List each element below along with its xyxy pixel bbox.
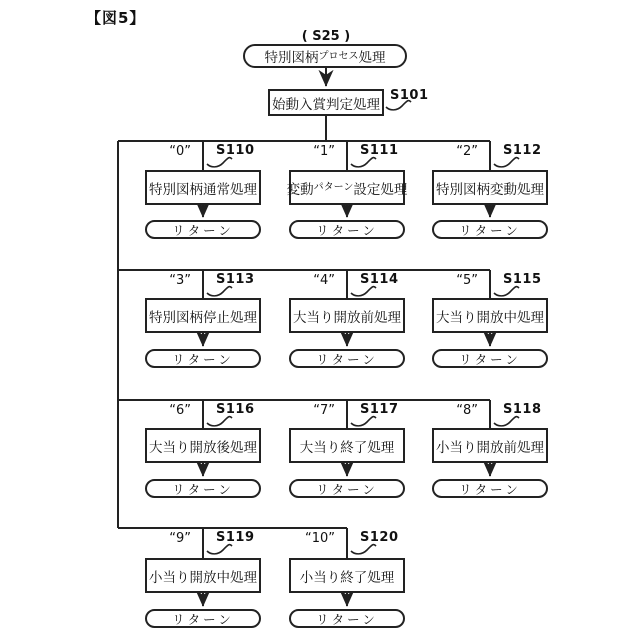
return-label: リターン (172, 222, 234, 238)
step-label-s101: S101 (390, 88, 429, 103)
return-terminal-s113 (145, 349, 261, 368)
branch-value-s117: “7” (313, 403, 335, 418)
process-box-s115-label: 大当り開放中処理 (436, 309, 544, 326)
return-label: リターン (172, 611, 234, 627)
process-box-s119-label: 小当り開放中処理 (149, 569, 257, 586)
step-label-s116: S116 (216, 402, 255, 417)
step-label-s114: S114 (360, 272, 399, 287)
process-box-s101 (268, 89, 384, 116)
start-ref-label: ( S25 ) (301, 29, 351, 44)
branch-value-s119: “9” (169, 531, 191, 546)
branch-value-s110: “0” (169, 144, 191, 159)
start-title-suffix: 処理 (358, 50, 386, 66)
process-box-s117 (289, 428, 405, 463)
branch-value-s113: “3” (169, 273, 191, 288)
process-box-s111 (286, 170, 408, 205)
return-terminal-s116 (145, 479, 261, 498)
return-terminal-s111 (289, 220, 405, 239)
process-box-s112 (432, 170, 548, 205)
process-box-s119 (145, 558, 261, 593)
process-box-s111-prefix: 変動 (286, 181, 314, 198)
branch-value-s115: “5” (456, 273, 478, 288)
branch-value-s114: “4” (313, 273, 335, 288)
return-terminal-s115 (432, 349, 548, 368)
return-label: リターン (316, 351, 378, 367)
start-terminal (243, 44, 407, 68)
step-label-s110: S110 (216, 143, 255, 158)
process-box-s110 (145, 170, 261, 205)
process-box-s110-label: 特別図柄通常処理 (149, 181, 257, 198)
step-label-s118: S118 (503, 402, 542, 417)
process-box-s112-label: 特別図柄変動処理 (436, 181, 544, 198)
start-title-katakana: プロセス (318, 50, 359, 62)
process-box-s113-label: 特別図柄停止処理 (149, 309, 257, 326)
process-box-s120-label: 小当り終了処理 (299, 569, 395, 586)
step-label-s115: S115 (503, 272, 542, 287)
branch-value-s120: “10” (304, 531, 335, 546)
process-box-s116 (145, 428, 261, 463)
process-box-s116-label: 大当り開放後処理 (149, 439, 257, 456)
branch-value-s118: “8” (456, 403, 478, 418)
return-label: リターン (172, 481, 234, 497)
return-terminal-s112 (432, 220, 548, 239)
process-box-s113 (145, 298, 261, 333)
step-label-s112: S112 (503, 143, 542, 158)
branch-value-s111: “1” (313, 144, 335, 159)
return-label: リターン (316, 481, 378, 497)
step-label-s113: S113 (216, 272, 255, 287)
step-label-s119: S119 (216, 530, 255, 545)
return-label: リターン (459, 481, 521, 497)
branch-value-s112: “2” (456, 144, 478, 159)
return-label: リターン (316, 222, 378, 238)
return-label: リターン (316, 611, 378, 627)
process-box-s111-suffix: 設定処理 (353, 181, 408, 198)
start-title-prefix: 特別図柄 (264, 50, 319, 66)
return-terminal-s119 (145, 609, 261, 628)
process-box-s114-label: 大当り開放前処理 (293, 309, 401, 326)
return-terminal-s110 (145, 220, 261, 239)
return-label: リターン (459, 222, 521, 238)
step-label-s120: S120 (360, 530, 399, 545)
step-label-s111: S111 (360, 143, 399, 158)
branch-value-s116: “6” (169, 403, 191, 418)
return-terminal-s114 (289, 349, 405, 368)
return-terminal-s117 (289, 479, 405, 498)
return-label: リターン (459, 351, 521, 367)
process-box-s117-label: 大当り終了処理 (299, 439, 395, 456)
figure-label: 【図5】 (86, 9, 146, 27)
process-box-s115 (432, 298, 548, 333)
process-box-s114 (289, 298, 405, 333)
process-box-s101-label: 始動入賞判定処理 (272, 96, 380, 113)
process-box-s118 (432, 428, 548, 463)
return-terminal-s118 (432, 479, 548, 498)
return-label: リターン (172, 351, 234, 367)
return-terminal-s120 (289, 609, 405, 628)
process-box-s118-label: 小当り開放前処理 (436, 439, 544, 456)
process-box-s111-katakana: パターン (313, 182, 354, 193)
process-box-s120 (289, 558, 405, 593)
step-label-s117: S117 (360, 402, 399, 417)
